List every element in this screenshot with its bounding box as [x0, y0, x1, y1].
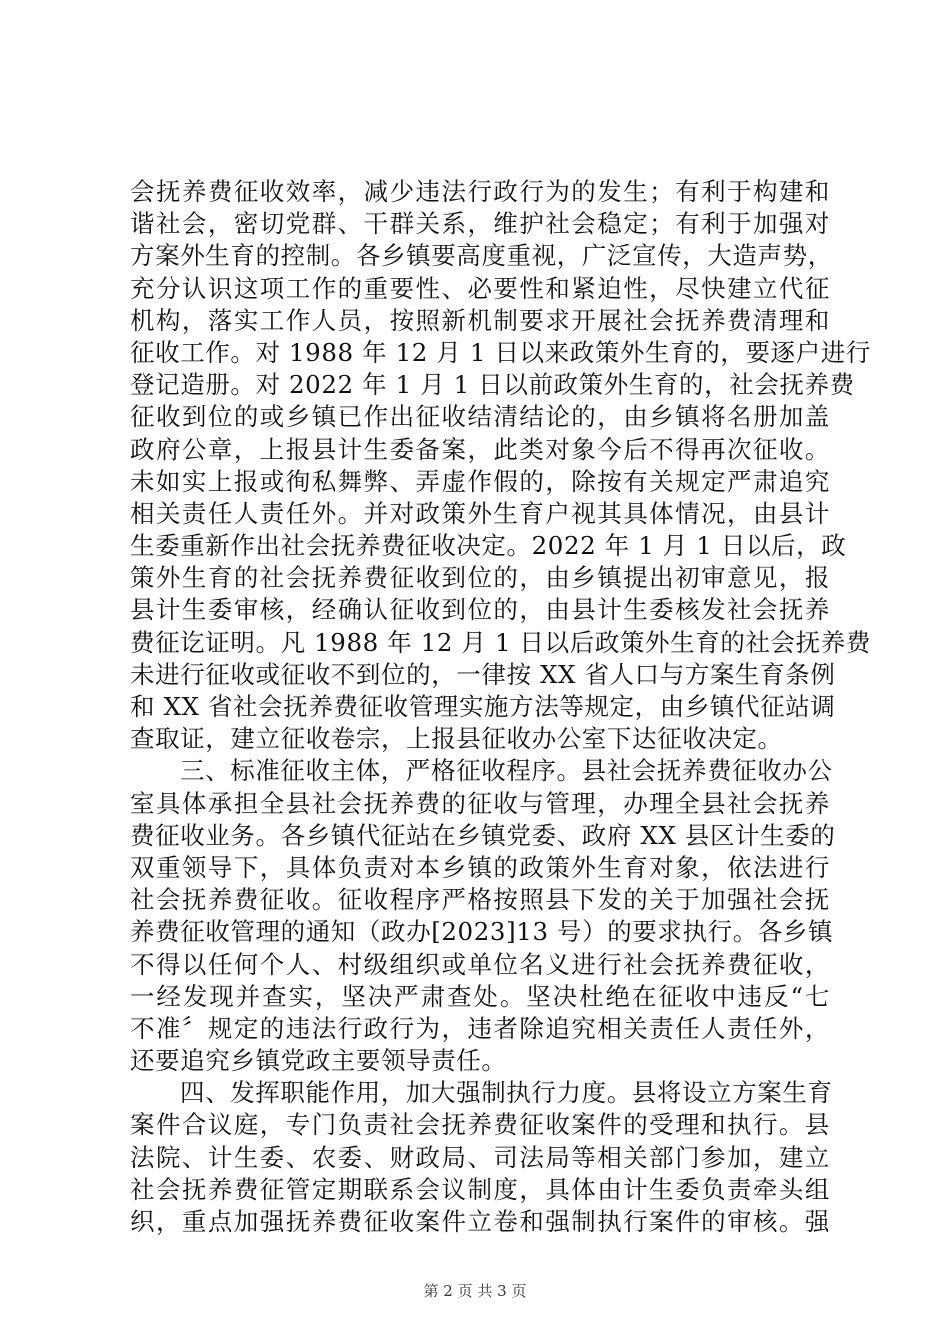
text-line: 谐社会，密切党群、干群关系，维护社会稳定；有利于加强对	[130, 209, 830, 239]
text-line: 相关责任人责任外。并对政策外生育户视其具体情况，由县计	[130, 498, 830, 528]
text-line: 不得以任何个人、村级组织或单位名义进行社会抚养费征收，	[130, 949, 830, 979]
text-line: 一经发现并查实，坚决严肃查处。坚决杜绝在征收中违反“七	[130, 981, 830, 1011]
page-footer: 第 2 页 共 3 页	[423, 1282, 527, 1300]
document-body	[130, 176, 871, 1238]
text-line: 方案外生育的控制。各乡镇要高度重视，广泛宣传，大造声势，	[130, 241, 833, 271]
text-line: 和 XX 省社会抚养费征收管理实施方法等规定，由乡镇代征站调	[130, 692, 836, 721]
text-line: 未如实上报或徇私舞弊、弄虚作假的，除按有关规定严肃追究	[130, 466, 830, 496]
text-line: 费征讫证明。凡 1988 年 12 月 1 日以后政策外生育的社会抚养费	[130, 627, 871, 657]
text-line: 社会抚养费征管定期联系会议制度，具体由计生委负责牵头组	[130, 1174, 830, 1204]
text-line: 不准〞规定的违法行政行为，违者除追究相关责任人责任外，	[130, 1013, 830, 1043]
text-line: 机构，落实工作人员，按照新机制要求开展社会抚养费清理和	[130, 305, 830, 335]
text-line: 案件合议庭，专门负责社会抚养费征收案件的受理和执行。县	[130, 1110, 830, 1140]
text-line: 四、发挥职能作用，加大强制执行力度。县将设立方案生育	[180, 1078, 833, 1108]
text-line: 费征收业务。各乡镇代征站在乡镇党委、政府 XX 县区计生委的	[130, 820, 836, 850]
text-line: 查取证，建立征收卷宗，上报县征收办公室下达征收决定。	[130, 724, 783, 754]
text-line: 社会抚养费征收。征收程序严格按照县下发的关于加强社会抚	[130, 885, 830, 915]
text-line: 三、标准征收主体，严格征收程序。县社会抚养费征收办公	[180, 756, 833, 786]
text-line: 政府公章，上报县计生委备案，此类对象今后不得再次征收。	[130, 434, 830, 464]
text-line: 未进行征收或征收不到位的，一律按 XX 省人口与方案生育条例	[130, 659, 836, 689]
text-line: 征收工作。对 1988 年 12 月 1 日以来政策外生育的，要逐户进行	[130, 337, 871, 367]
text-line: 征收到位的或乡镇已作出征收结清结论的，由乡镇将名册加盖	[130, 402, 830, 432]
text-line: 县计生委审核，经确认征收到位的，由县计生委核发社会抚养	[130, 595, 830, 625]
text-line: 会抚养费征收效率，减少违法行政行为的发生；有利于构建和	[130, 177, 830, 206]
text-line: 织，重点加强抚养费征收案件立卷和强制执行案件的审核。强	[130, 1207, 830, 1236]
text-line: 还要追究乡镇党政主要领导责任。	[130, 1046, 507, 1076]
text-line: 法院、计生委、农委、财政局、司法局等相关部门参加，建立	[130, 1142, 830, 1172]
text-line: 充分认识这项工作的重要性、必要性和紧迫性，尽快建立代征	[130, 273, 830, 303]
text-line: 策外生育的社会抚养费征收到位的，由乡镇提出初审意见，报	[130, 563, 830, 593]
text-line: 生委重新作出社会抚养费征收决定。2022 年 1 月 1 日以后，政	[130, 531, 847, 561]
text-line: 养费征收管理的通知（政办[2023]13 号）的要求执行。各乡镇	[130, 917, 834, 947]
text-line: 双重领导下，具体负责对本乡镇的政策外生育对象，依法进行	[130, 852, 830, 882]
text-line: 登记造册。对 2022 年 1 月 1 日以前政策外生育的，社会抚养费	[130, 370, 855, 400]
text-line: 室具体承担全县社会抚养费的征收与管理，办理全县社会抚养	[130, 788, 830, 818]
